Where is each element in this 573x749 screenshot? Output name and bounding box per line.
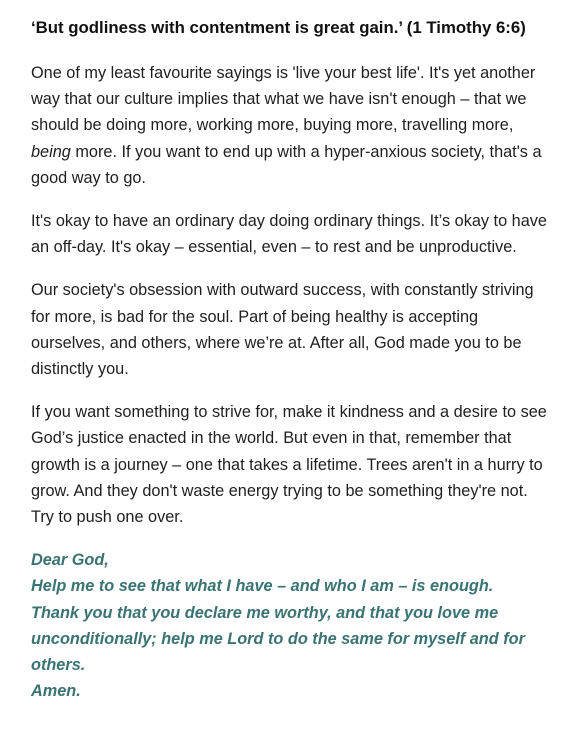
paragraph-4: If you want something to strive for, make it kindness and a desire to see God’s justice enacted in the world. But even in that, remember that growth is a journey – one that takes a lifetime. Trees aren't in a hurry to grow. And they don't waste energy trying to be something they're not. Try to push one over. bbox=[31, 403, 547, 527]
prayer-closing: Amen. bbox=[31, 682, 81, 701]
paragraph-3: Our society's obsession with outward success, with constantly striving for more, is bad for the soul. Part of being healthy is accepting ourselves, and others, where we’re at. After all, God made you to be distinctly you. bbox=[31, 281, 534, 379]
paragraph-1-start: One of my least favourite sayings is 'live your best life'. It's yet another way that our culture implies that what we have isn't enough – that we should be doing more, working more, buying more, travelling more, bbox=[31, 64, 536, 135]
paragraph-1 bbox=[31, 60, 549, 191]
paragraph-1-end: more. If you want to end up with a hyper-anxious society, that's a good way to go. bbox=[31, 142, 542, 187]
prayer-salutation: Dear God, bbox=[31, 551, 109, 570]
scripture-verse: ‘But godliness with contentment is great gain.’ (1 Timothy 6:6) bbox=[31, 18, 526, 37]
prayer-line-1: Help me to see that what I have – and who I am – is enough. bbox=[31, 577, 494, 596]
paragraph-1-emphasis: being bbox=[31, 142, 71, 161]
prayer bbox=[31, 547, 549, 704]
prayer-line-2: Thank you that you declare me worthy, and that you love me unconditionally; help me Lord to do the same for myself and for others. bbox=[31, 603, 525, 675]
paragraph-2: It's okay to have an ordinary day doing ordinary things. It’s okay to have an off-day. It's okay – essential, even – to rest and be unproductive. bbox=[31, 212, 547, 257]
